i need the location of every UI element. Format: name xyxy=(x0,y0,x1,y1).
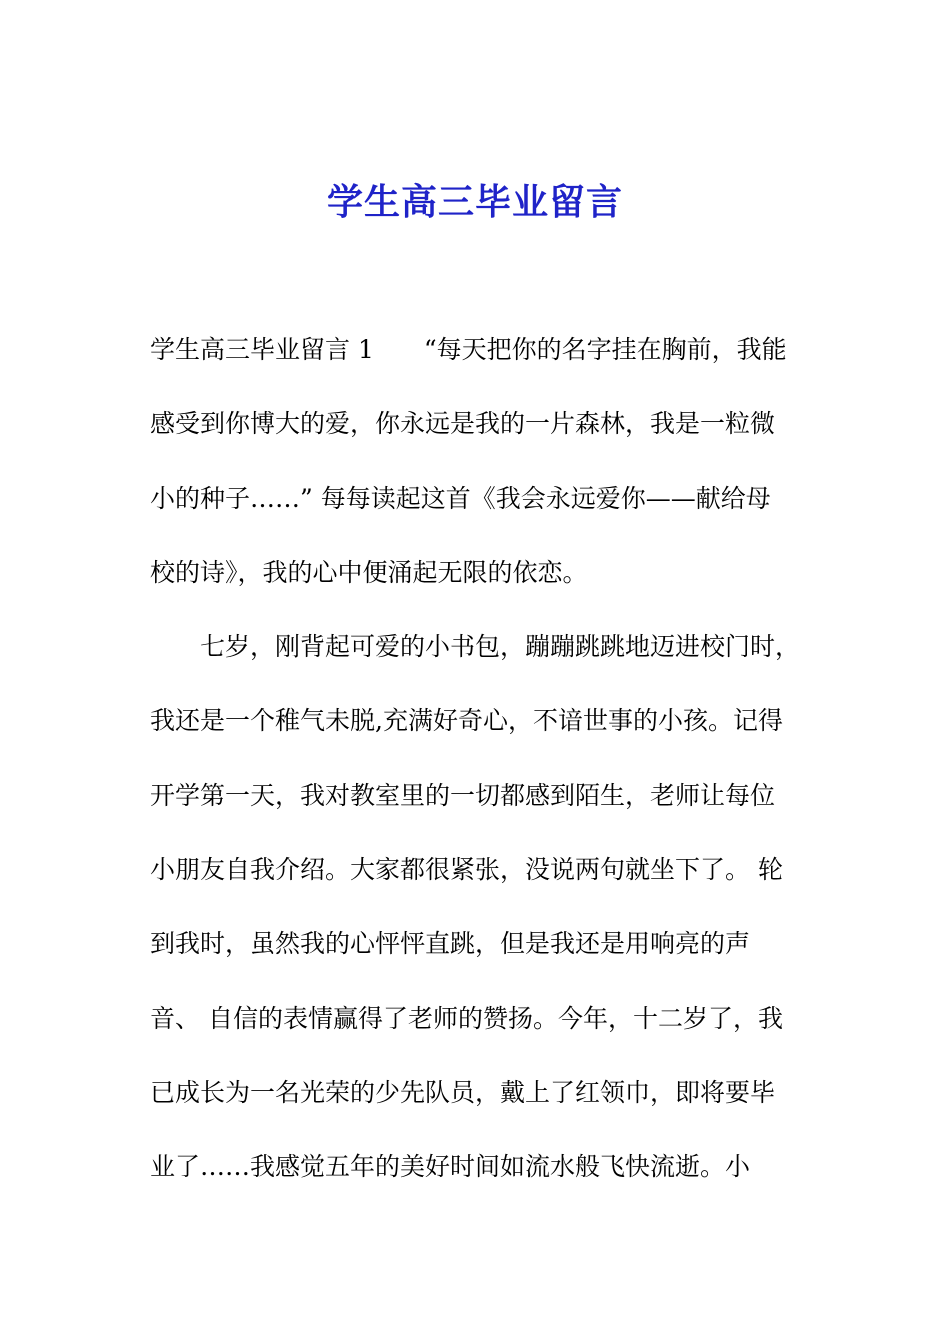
text-line: 我还是一个稚气未脱,充满好奇心，不谙世事的小孩。记得 xyxy=(150,706,783,735)
text-line: 小的种子……” 每每读起这首《我会永远爱你——献给母 xyxy=(150,484,771,513)
text-line: 感受到你博大的爱，你永远是我的一片森林，我是一粒微 xyxy=(150,409,776,438)
text-line: 七岁，刚背起可爱的小书包，蹦蹦跳跳地迈进校门时， xyxy=(150,632,801,661)
text-line: 校的诗》，我的心中便涌起无限的依恋。 xyxy=(150,558,588,587)
text-line: 音、 自信的表情赢得了老师的赞扬。今年，十二岁了，我 xyxy=(150,1004,783,1033)
page-title: 学生高三毕业留言 xyxy=(326,181,623,223)
text-line: 学生高三毕业留言 1 “每天把你的名字挂在胸前，我能 xyxy=(150,335,787,364)
text-line: 小朋友自我介绍。大家都很紧张，没说两句就坐下了。 轮 xyxy=(150,855,783,884)
text-line: 业了……我感觉五年的美好时间如流水般飞快流逝。小 xyxy=(150,1152,751,1181)
text-line: 开学第一天，我对教室里的一切都感到陌生，老师让每位 xyxy=(150,781,776,810)
text-line: 已成长为一名光荣的少先队员，戴上了红领巾，即将要毕 xyxy=(150,1078,776,1107)
text-line: 到我时，虽然我的心怦怦直跳，但是我还是用响亮的声 xyxy=(150,929,751,958)
